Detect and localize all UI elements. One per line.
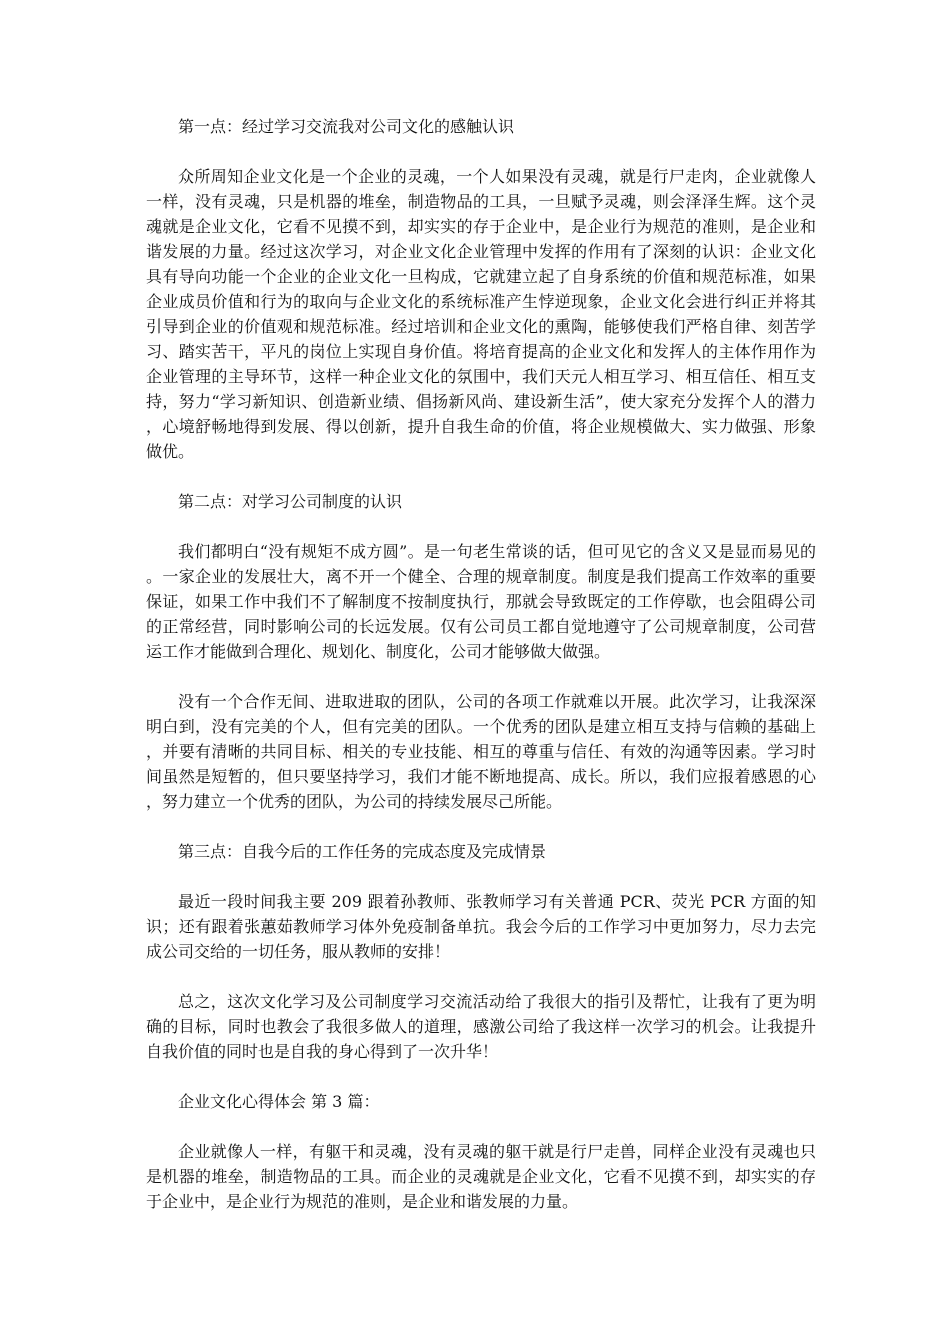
body-paragraph: 最近一段时间我主要 209 跟着孙教师、张教师学习有关普通 PCR、荧光 PCR 方面的知识；还有跟着张蕙茹教师学习体外免疫制备单抗。我会今后的工作学习中更加努力，尽力去完成公司交给的一切任务，服从教师的安排！ (146, 892, 816, 961)
section-heading-1: 第一点：经过学习交流我对公司文化的感触认识 (178, 117, 515, 136)
body-paragraph: 总之，这次文化学习及公司制度学习交流活动给了我很大的指引及帮忙，让我有了更为明确的目标，同时也教会了我很多做人的道理，感激公司给了我这样一次学习的机会。让我提升自我价值的同时也是自我的身心得到了一次升华！ (146, 992, 816, 1061)
section-heading-2: 第二点：对学习公司制度的认识 (178, 492, 403, 511)
document-page (146, 114, 816, 1214)
section-heading-3: 第三点：自我今后的工作任务的完成态度及完成情景 (178, 842, 547, 861)
body-paragraph: 众所周知企业文化是一个企业的灵魂，一个人如果没有灵魂，就是行尸走肉，企业就像人一样，没有灵魂，只是机器的堆垒，制造物品的工具，一旦赋予灵魂，则会泽泽生辉。这个灵魂就是企业文化，它看不见摸不到，却实实的存于企业中，是企业行为规范的准则，是企业和谐发展的力量。经过这次学习，对企业文化企业管理中发挥的作用有了深刻的认识：企业文化具有导向功能一个企业的企业文化一旦构成，它就建立起了自身系统的价值和规范标准，如果企业成员价值和行为的取向与企业文化的系统标准产生悖逆现象，企业文化会进行纠正并将其引导到企业的价值观和规范标准。经过培训和企业文化的熏陶，能够使我们严格自律、刻苦学习、踏实苦干，平凡的岗位上实现自身价值。将培育提高的企业文化和发挥人的主体作用作为企业管理的主导环节，这样一种企业文化的氛围中，我们天元人相互学习、相互信任、相互支持，努力“学习新知识、创造新业绩、倡扬新风尚、建设新生活”，使大家充分发挥个人的潜力，心境舒畅地得到发展、得以创新，提升自我生命的价值，将企业规模做大、实力做强、形象做优。 (146, 167, 816, 461)
article-heading: 企业文化心得体会 第 3 篇： (178, 1092, 380, 1111)
body-paragraph: 我们都明白“没有规矩不成方圆”。是一句老生常谈的话，但可见它的含义又是显而易见的。一家企业的发展壮大，离不开一个健全、合理的规章制度。制度是我们提高工作效率的重要保证，如果工作中我们不了解制度不按制度执行，那就会导致既定的工作停歇，也会阻碍公司的正常经营，同时影响公司的长远发展。仅有公司员工都自觉地遵守了公司规章制度，公司营运工作才能做到合理化、规划化、制度化，公司才能够做大做强。 (146, 542, 816, 661)
body-paragraph: 企业就像人一样，有躯干和灵魂，没有灵魂的躯干就是行尸走兽，同样企业没有灵魂也只是机器的堆垒，制造物品的工具。而企业的灵魂就是企业文化，它看不见摸不到，却实实的存于企业中，是企业行为规范的准则，是企业和谐发展的力量。 (146, 1142, 816, 1211)
body-paragraph: 没有一个合作无间、进取进取的团队，公司的各项工作就难以开展。此次学习，让我深深明白到，没有完美的个人，但有完美的团队。一个优秀的团队是建立相互支持与信赖的基础上，并要有清晰的共同目标、相关的专业技能、相互的尊重与信任、有效的沟通等因素。学习时间虽然是短暂的，但只要坚持学习，我们才能不断地提高、成长。所以，我们应报着感恩的心，努力建立一个优秀的团队，为公司的持续发展尽己所能。 (146, 692, 816, 811)
